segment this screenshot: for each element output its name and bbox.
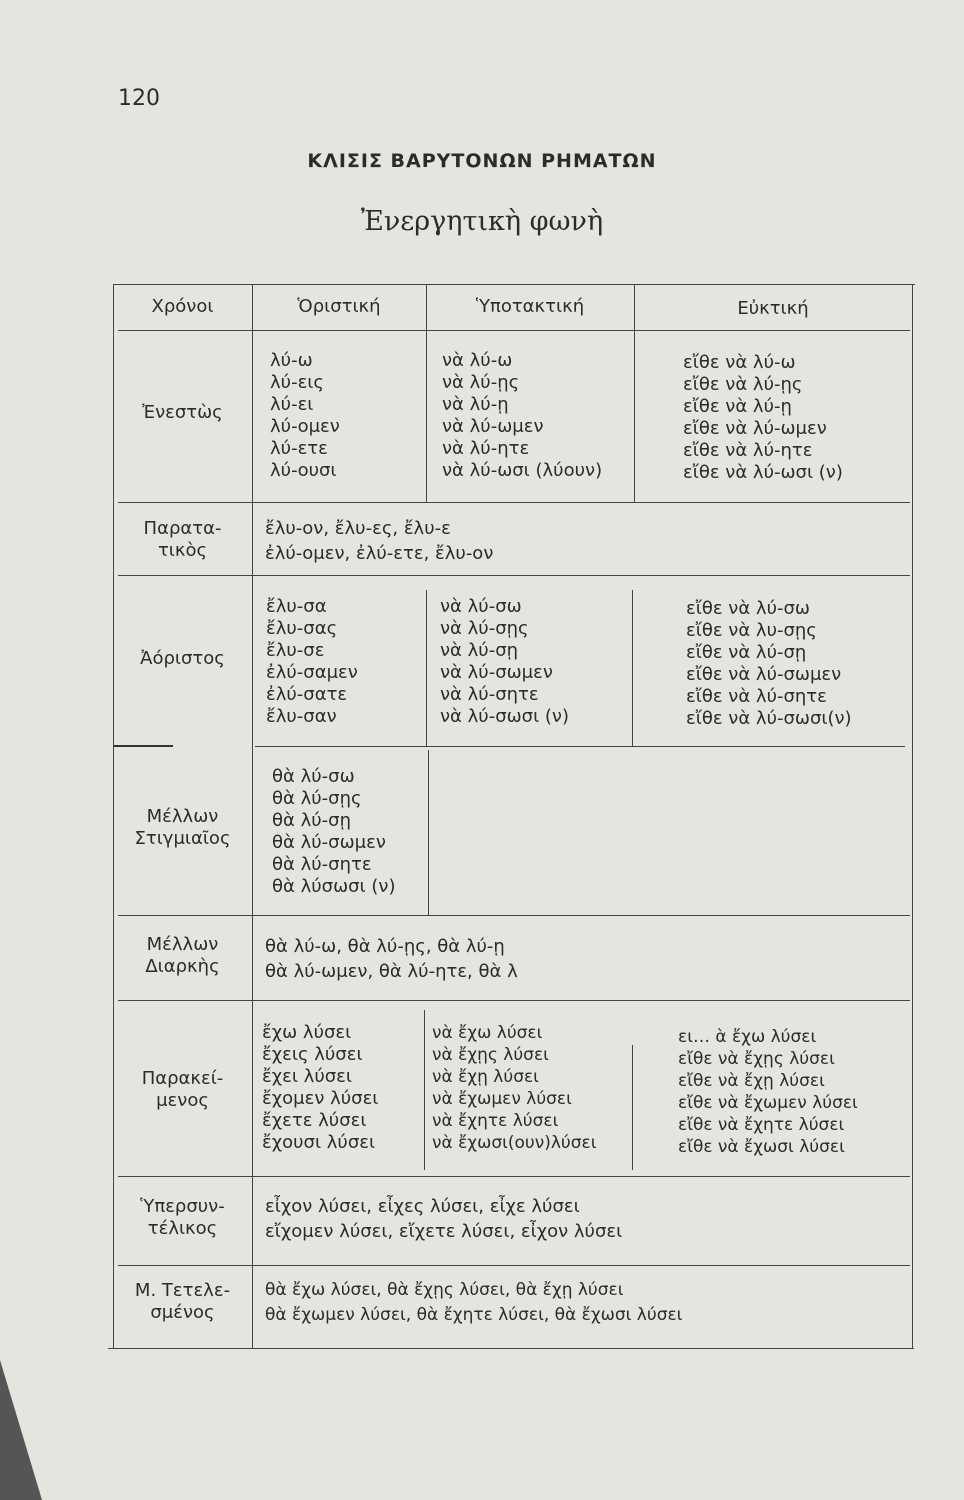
rule-col3-b <box>632 590 633 746</box>
form: νὰ λύ-ῃς <box>442 372 520 393</box>
rule-row1 <box>118 502 910 503</box>
enestos-optative <box>683 352 843 484</box>
label-enestos <box>113 402 252 424</box>
page-corner-shadow <box>0 1360 42 1500</box>
rule-col3-d <box>632 1045 633 1170</box>
label-line: τέλικος <box>147 1218 218 1239</box>
label-line: Μ. Τετελε- <box>134 1280 231 1301</box>
form-line: ἐλύ-ομεν, ἐλύ-ετε, ἔλυ-ον <box>265 543 494 564</box>
form: θὰ λύσωσι (ν) <box>272 876 396 897</box>
voice-subtitle: Ἐνεργητικὴ φωνὴ <box>360 206 604 237</box>
form: νὰ λύ-ητε <box>442 438 530 459</box>
form: εἴθε νὰ λύ-σωσι(ν) <box>686 708 852 729</box>
form: λύ-ετε <box>270 438 328 459</box>
form: νὰ λύ-σωμεν <box>440 662 553 683</box>
paratatikos-forms <box>265 516 493 566</box>
form: ἔχετε λύσει <box>262 1110 367 1131</box>
form: εἴθε νὰ λυ-σῃς <box>686 620 817 641</box>
rule-row5 <box>118 1000 910 1001</box>
form-line: θὰ ἔχω λύσει, θὰ ἔχῃς λύσει, θὰ ἔχῃ λύσει <box>265 1280 624 1300</box>
label-mellon-stigmiaios <box>113 806 252 850</box>
form: εἴθε νὰ λύ-σητε <box>686 686 827 707</box>
label-line: μενος <box>156 1090 209 1111</box>
label-aoristos <box>113 648 252 670</box>
label-ypersyntelikos <box>113 1196 252 1240</box>
tetelesmenos-forms <box>265 1278 682 1328</box>
form: εἴθε νὰ ἔχητε λύσει <box>678 1115 845 1135</box>
form: εἴθε νὰ ἔχωσι λύσει <box>678 1137 845 1157</box>
form-line: εἶχον λύσει, εἶχες λύσει, εἶχε λύσει <box>265 1196 580 1217</box>
form-line: θὰ λύ-ω, θὰ λύ-ῃς, θὰ λύ-ῃ <box>265 936 505 957</box>
form: ἔλυ-σαν <box>266 706 337 727</box>
form-line: θὰ λύ-ωμεν, θὰ λύ-ητε, θὰ λ <box>265 961 518 982</box>
form: νὰ λύ-ωσι (λύουν) <box>442 460 603 481</box>
rule-row6 <box>118 1176 910 1177</box>
rule-row3-stub <box>113 745 173 747</box>
rule-right <box>912 284 913 1348</box>
label-line: Μέλλων <box>146 806 219 827</box>
form: εἴθε νὰ λύ-ῃς <box>683 374 803 395</box>
form: θὰ λύ-σωμεν <box>272 832 386 853</box>
form-line: θὰ ἔχωμεν λύσει, θὰ ἔχητε λύσει, θὰ ἔχωσι λύσει <box>265 1305 683 1325</box>
form: θὰ λύ-σῃ <box>272 810 351 831</box>
label-parakeimenos <box>113 1068 252 1112</box>
page-number: 120 <box>118 86 160 111</box>
form: νὰ ἔχωσι(ουν)λύσει <box>432 1133 597 1153</box>
form: θὰ λύ-σῃς <box>272 788 362 809</box>
rule-col2-b <box>426 590 427 746</box>
form: εἴθε νὰ λύ-ω <box>683 352 796 373</box>
rule-bottom <box>108 1348 914 1349</box>
form: εἴθε νὰ ἔχῃ λύσει <box>678 1071 825 1091</box>
form: εἴθε νὰ λύ-σωμεν <box>686 664 842 685</box>
label-line: Μέλλων <box>146 934 219 955</box>
label-line: Παρακεί- <box>141 1068 224 1089</box>
form: εἴθε νὰ λύ-ητε <box>683 440 813 461</box>
form: νὰ ἔχωμεν λύσει <box>432 1089 572 1109</box>
form: λύ-ει <box>270 394 314 415</box>
form: νὰ ἔχητε λύσει <box>432 1111 559 1131</box>
form: λύ-ω <box>270 350 313 371</box>
label-line: σμένος <box>150 1302 215 1323</box>
label-line: Ἐνεστὼς <box>142 402 223 423</box>
rule-row7 <box>118 1265 910 1266</box>
form: ἔχω λύσει <box>262 1022 352 1043</box>
form: ἔχουσι λύσει <box>262 1132 376 1153</box>
parakeimenos-optative <box>678 1026 858 1158</box>
form: εἴθε νὰ ἔχωμεν λύσει <box>678 1093 858 1113</box>
header-indicative: Ὁριστική <box>297 296 381 317</box>
form: νὰ λύ-σητε <box>440 684 539 705</box>
form: νὰ λύ-ω <box>442 350 513 371</box>
form: εἴθε νὰ λύ-ῃ <box>683 396 792 417</box>
mellon-stigmiaios-indicative <box>272 766 395 898</box>
form: ἔχει λύσει <box>262 1066 352 1087</box>
label-line: Διαρκὴς <box>145 956 220 977</box>
aoristos-indicative <box>266 596 358 728</box>
form: νὰ ἔχω λύσει <box>432 1023 543 1043</box>
form: ἐλύ-σατε <box>266 684 348 705</box>
page-title: ΚΛΙΣΙΣ ΒΑΡΥΤΟΝΩΝ ΡΗΜΑΤΩΝ <box>307 150 657 172</box>
mellon-diarkis-forms <box>265 934 518 984</box>
rule-col2-d <box>424 1010 425 1170</box>
form: θὰ λύ-σω <box>272 766 355 787</box>
form: ἔχομεν λύσει <box>262 1088 379 1109</box>
header-subjunctive: Ὑποτακτική <box>475 296 585 317</box>
aoristos-optative <box>686 598 852 730</box>
rule-row4 <box>118 915 910 916</box>
rule-row2 <box>118 575 910 576</box>
label-line: Παρατα- <box>143 518 222 539</box>
aoristos-subjunctive <box>440 596 569 728</box>
form-line: εἴχομεν λύσει, εἴχετε λύσει, εἶχον λύσει <box>265 1221 623 1242</box>
label-line: Ἀόριστος <box>140 648 225 669</box>
label-line: Ὑπερσυν- <box>140 1196 225 1217</box>
form: νὰ λύ-σωσι (ν) <box>440 706 570 727</box>
parakeimenos-subjunctive <box>432 1022 597 1154</box>
form: νὰ ἔχῃ λύσει <box>432 1067 539 1087</box>
form: ἔλυ-σας <box>266 618 338 639</box>
form: ἔχεις λύσει <box>262 1044 363 1065</box>
rule-col2-c <box>428 750 429 915</box>
label-tetelesmenos <box>113 1280 252 1324</box>
enestos-indicative <box>270 350 340 482</box>
form: εἴθε νὰ λύ-ωμεν <box>683 418 827 439</box>
parakeimenos-indicative <box>262 1022 378 1154</box>
form: νὰ λύ-σῃ <box>440 640 519 661</box>
form: εἴθε νὰ ἔχῃς λύσει <box>678 1049 835 1069</box>
rule-row3 <box>255 746 905 747</box>
label-line: τικὸς <box>157 540 208 561</box>
form: εἴθε νὰ λύ-σῃ <box>686 642 807 663</box>
form: νὰ λύ-σῃς <box>440 618 529 639</box>
rule-header <box>118 330 910 331</box>
label-line: Στιγμιαῖος <box>134 828 231 849</box>
form: νὰ λύ-ωμεν <box>442 416 544 437</box>
form: λύ-ουσι <box>270 460 337 481</box>
rule-top <box>113 284 915 285</box>
label-paratatikos <box>113 518 252 562</box>
form: ἔλυ-σα <box>266 596 327 617</box>
form: νὰ λύ-σω <box>440 596 522 617</box>
rule-col1 <box>252 284 253 1348</box>
header-tenses: Χρόνοι <box>151 296 214 317</box>
form: θὰ λύ-σητε <box>272 854 372 875</box>
form: νὰ λύ-ῃ <box>442 394 509 415</box>
form-line: ἔλυ-ον, ἔλυ-ες, ἔλυ-ε <box>265 518 451 539</box>
form: εἴθε νὰ λύ-ωσι (ν) <box>683 462 843 483</box>
header-optative: Εὐκτική <box>737 298 809 319</box>
ypersyntelikos-forms <box>265 1194 622 1244</box>
form: εἴθε νὰ λύ-σω <box>686 598 810 619</box>
form: νὰ ἔχῃς λύσει <box>432 1045 549 1065</box>
form: λύ-ομεν <box>270 416 340 437</box>
form: ει… ὰ ἔχω λύσει <box>678 1027 817 1047</box>
form: ἔλυ-σε <box>266 640 325 661</box>
enestos-subjunctive <box>442 350 602 482</box>
form: ἐλύ-σαμεν <box>266 662 358 683</box>
form: λύ-εις <box>270 372 324 393</box>
label-mellon-diarkis <box>113 934 252 978</box>
